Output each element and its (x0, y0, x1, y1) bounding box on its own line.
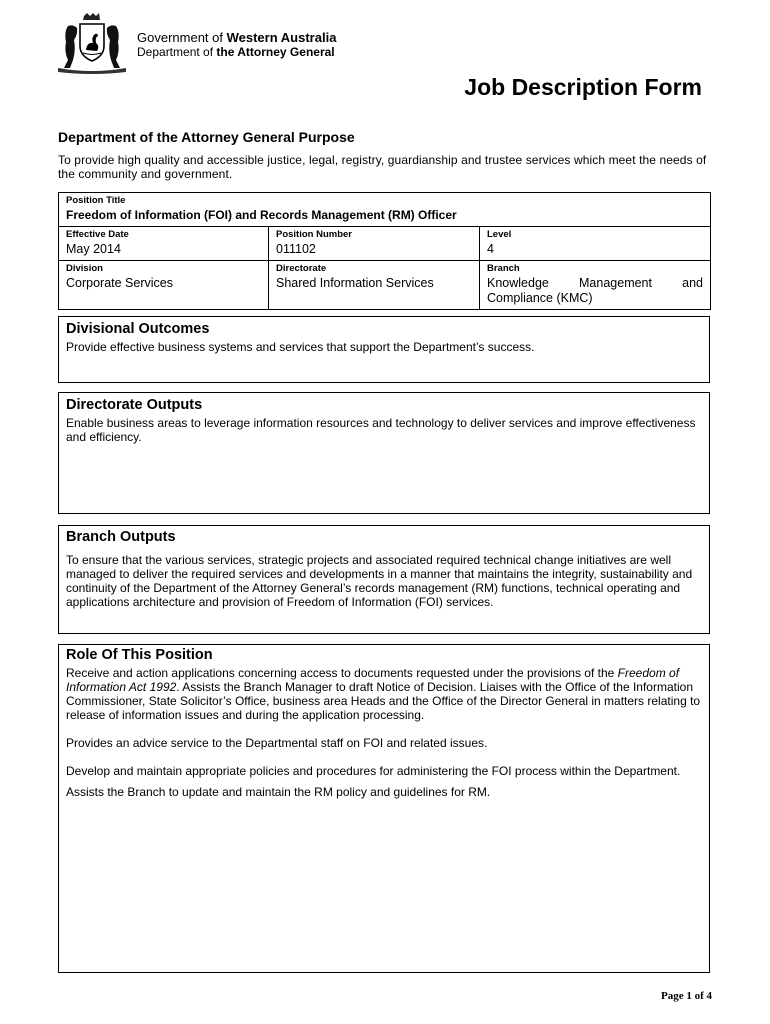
position-number-cell (269, 227, 480, 261)
branch-word: and (682, 276, 703, 290)
act-reference: Freedom of Information Act 1992 (66, 666, 680, 694)
directorate-outputs-text: Enable business areas to leverage information resources and technology to deliver services and improve effectiveness and efficiency. (66, 416, 696, 444)
position-title-value: Freedom of Information (FOI) and Records Management (RM) Officer (66, 208, 457, 222)
effective-date-label: Effective Date (66, 229, 129, 240)
wa-coat-of-arms-icon (56, 12, 128, 74)
directorate-value: Shared Information Services (276, 276, 434, 290)
position-title-cell (59, 193, 711, 227)
branch-value (487, 276, 703, 306)
directorate-outputs-title: Directorate Outputs (66, 397, 203, 413)
directorate-outputs-section (58, 392, 710, 514)
position-title-label: Position Title (66, 195, 126, 206)
purpose-heading: Department of the Attorney General Purpose (58, 129, 355, 145)
branch-outputs-text: To ensure that the various services, strategic projects and associated required technical change initiatives are well managed to deliver the required services and developments in a manner that maintains the integrity, sustainability and continuity of the Department of the Attorney General’s records management (RM) functions, technical operating and applications architecture and provision of Freedom of Information (FOI) services. (66, 553, 693, 609)
position-number-value: 011102 (276, 242, 316, 256)
divisional-outcomes-section (58, 316, 710, 383)
effective-date-cell (59, 227, 269, 261)
level-label: Level (487, 229, 512, 240)
position-number-label: Position Number (276, 229, 353, 240)
branch-value-line1 (487, 276, 703, 291)
dept-name-bold: the Attorney General (216, 45, 335, 59)
directorate-label: Directorate (276, 263, 327, 274)
role-paragraph: Develop and maintain appropriate policies and procedures for administering the FOI process within the Department. (66, 764, 681, 778)
page-number: Page 1 of 4 (660, 990, 712, 1002)
dept-prefix: Department of (137, 45, 217, 59)
branch-word: Management (579, 276, 652, 290)
gov-name-bold: Western Australia (226, 30, 337, 45)
branch-word: Knowledge (487, 276, 549, 290)
role-para1-end: . Assists the Branch Manager to draft Notice of Decision. Liaises with the Office of the Information Commissioner, State Solicitor’s Office, business area Heads and the Office of the Director General in matters relating to release of information issues and during the application processing. (66, 680, 701, 722)
branch-outputs-title: Branch Outputs (66, 529, 176, 545)
branch-value-line2: Compliance (KMC) (487, 291, 593, 305)
role-paragraph (66, 666, 702, 722)
role-paragraph: Provides an advice service to the Departmental staff on FOI and related issues. (66, 736, 488, 750)
level-value: 4 (487, 242, 494, 256)
position-title-row (59, 193, 711, 227)
organisation-row (59, 261, 711, 310)
gov-prefix: Government of (137, 30, 227, 45)
division-label: Division (66, 263, 103, 274)
directorate-cell (269, 261, 480, 310)
role-section (58, 644, 710, 973)
division-cell (59, 261, 269, 310)
position-info-table (58, 192, 711, 310)
divisional-outcomes-text: Provide effective business systems and services that support the Department’s success. (66, 340, 535, 354)
level-cell (480, 227, 711, 261)
branch-label: Branch (487, 263, 520, 274)
effective-date-value: May 2014 (66, 242, 121, 256)
division-value: Corporate Services (66, 276, 173, 290)
role-title: Role Of This Position (66, 647, 213, 663)
divisional-outcomes-title: Divisional Outcomes (66, 321, 210, 337)
purpose-text: To provide high quality and accessible justice, legal, registry, guardianship and trustee services which meet the needs of the community and government. (58, 153, 707, 181)
position-details-row (59, 227, 711, 261)
document-title: Job Description Form (464, 74, 702, 100)
branch-outputs-section (58, 525, 710, 634)
government-name (137, 30, 336, 46)
department-name (137, 45, 335, 59)
role-text (59, 664, 709, 799)
role-para1-start: Receive and action applications concerning access to documents requested under the provisions of the (66, 666, 618, 680)
branch-cell (480, 261, 711, 310)
role-paragraph: Assists the Branch to update and maintain the RM policy and guidelines for RM. (66, 785, 491, 799)
